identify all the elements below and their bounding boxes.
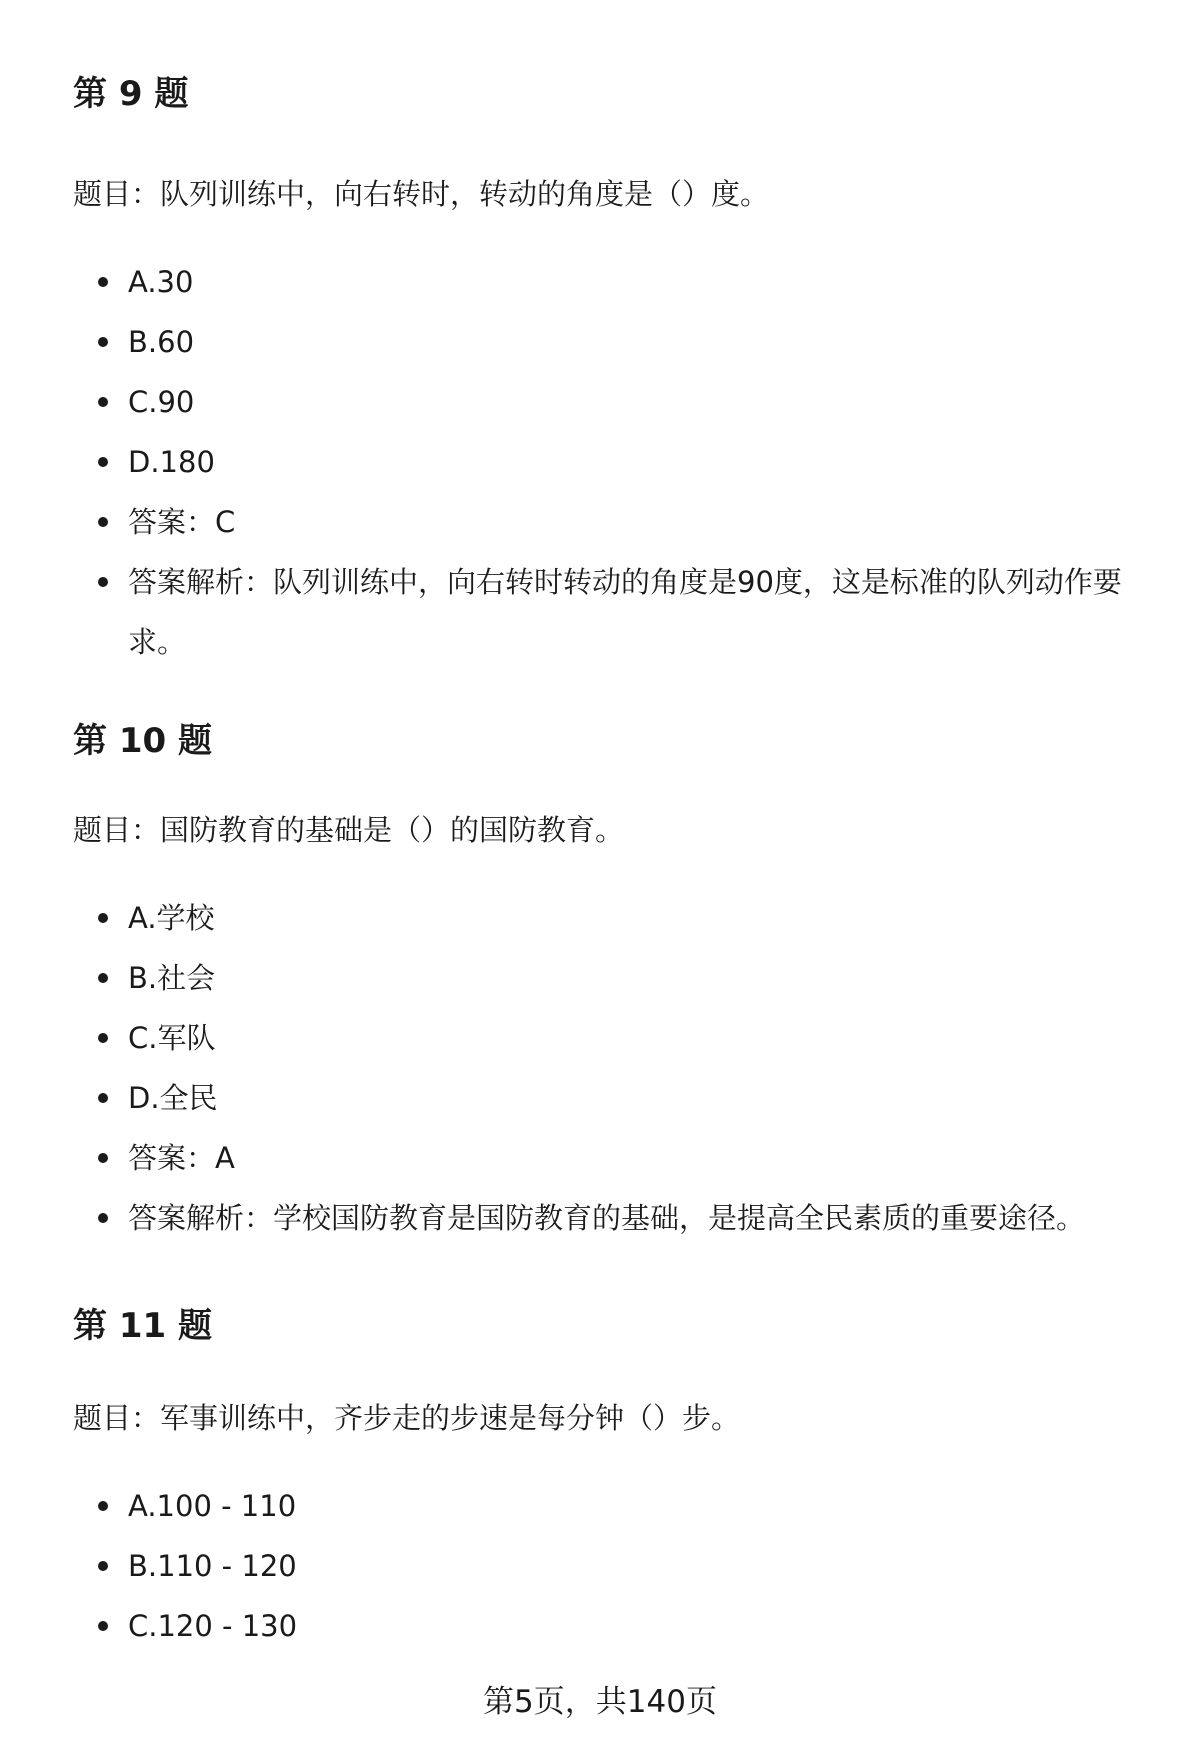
option-a: A.学校 xyxy=(73,888,1153,948)
question-stem: 题目：军事训练中，齐步走的步速是每分钟（）步。 xyxy=(73,1401,741,1435)
answer: 答案：A xyxy=(73,1128,1153,1188)
option-c: C.90 xyxy=(73,372,1153,432)
question-heading: 第 10 题 xyxy=(73,721,212,761)
bullet-icon xyxy=(98,517,108,527)
answer: 答案：C xyxy=(73,492,1153,552)
bullet-icon xyxy=(98,457,108,467)
question-heading: 第 9 题 xyxy=(73,74,189,114)
option-a: A.100 - 110 xyxy=(73,1476,1153,1536)
bullet-icon xyxy=(98,973,108,983)
option-b: B.110 - 120 xyxy=(73,1536,1153,1596)
bullet-icon xyxy=(98,913,108,923)
option-a: A.30 xyxy=(73,252,1153,312)
option-c: C.军队 xyxy=(73,1008,1153,1068)
bullet-icon xyxy=(98,1213,108,1223)
option-d: D.全民 xyxy=(73,1068,1153,1128)
option-b: B.60 xyxy=(73,312,1153,372)
option-list xyxy=(73,888,1153,1248)
answer-explanation: 答案解析：队列训练中，向右转时转动的角度是90度，这是标准的队列动作要求。 xyxy=(73,552,1153,672)
answer-explanation: 答案解析：学校国防教育是国防教育的基础，是提高全民素质的重要途径。 xyxy=(73,1188,1153,1248)
bullet-icon xyxy=(98,277,108,287)
bullet-icon xyxy=(98,337,108,347)
bullet-icon xyxy=(98,1033,108,1043)
question-heading: 第 11 题 xyxy=(73,1306,212,1346)
question-9 xyxy=(73,72,1153,659)
bullet-icon xyxy=(98,1153,108,1163)
bullet-icon xyxy=(98,577,108,587)
bullet-icon xyxy=(98,1093,108,1103)
bullet-icon xyxy=(98,1561,108,1571)
question-stem: 题目：国防教育的基础是（）的国防教育。 xyxy=(73,813,625,847)
bullet-icon xyxy=(98,397,108,407)
option-c: C.120 - 130 xyxy=(73,1596,1153,1656)
bullet-icon xyxy=(98,1621,108,1631)
option-list xyxy=(73,252,1153,672)
option-b: B.社会 xyxy=(73,948,1153,1008)
question-11 xyxy=(73,1304,1153,1643)
option-d: D.180 xyxy=(73,432,1153,492)
question-stem: 题目：队列训练中，向右转时，转动的角度是（）度。 xyxy=(73,177,770,211)
bullet-icon xyxy=(98,1501,108,1511)
page-indicator: 第5页，共140页 xyxy=(483,1684,717,1720)
option-list xyxy=(73,1476,1153,1656)
question-10 xyxy=(73,719,1153,1235)
